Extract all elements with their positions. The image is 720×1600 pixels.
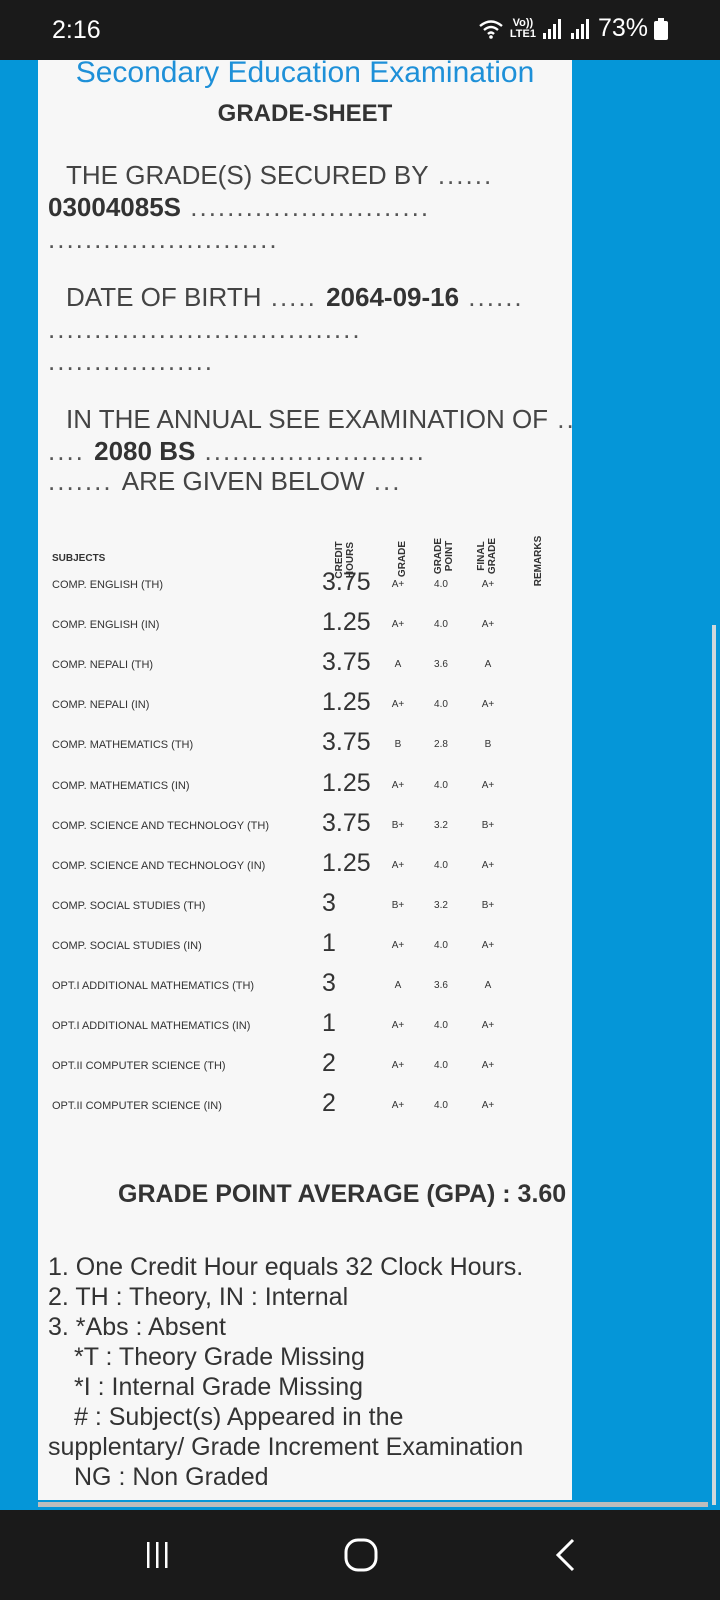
- secured-by-line: THE GRADE(S) SECURED BY ......: [66, 160, 494, 190]
- credit-hours: 3.75: [322, 648, 371, 677]
- table-row: [0, 1049, 600, 1089]
- grade: B+: [391, 819, 405, 831]
- grade: A+: [391, 579, 405, 590]
- subject-name: OPT.II COMPUTER SCIENCE (IN): [52, 1100, 222, 1113]
- exam-label: IN THE ANNUAL SEE EXAMINATION OF: [66, 404, 549, 434]
- note-8: NG : Non Graded: [74, 1463, 269, 1491]
- grade-point: 4.0: [434, 939, 448, 951]
- back-icon: [553, 1537, 577, 1573]
- back-button[interactable]: [540, 1530, 590, 1580]
- subject-name: COMP. NEPALI (IN): [52, 699, 150, 712]
- credit-hours-header-line2: HOURS: [345, 541, 356, 579]
- subject-name: COMP. MATHEMATICS (IN): [52, 779, 190, 792]
- table-row: [0, 728, 600, 768]
- note-4: *T : Theory Grade Missing: [74, 1343, 365, 1371]
- credit-hours: 1.25: [322, 608, 371, 637]
- table-row: [0, 648, 600, 688]
- grade-sheet-title: GRADE-SHEET: [217, 100, 393, 127]
- secured-by-label: THE GRADE(S) SECURED BY: [66, 160, 429, 190]
- remarks-header: REMARKS: [533, 535, 544, 587]
- grade: B+: [391, 899, 405, 911]
- credit-hours: 1: [322, 928, 336, 957]
- credit-hours: 1.25: [322, 768, 371, 797]
- subject-name: COMP. ENGLISH (TH): [52, 579, 164, 591]
- subject-name: COMP. ENGLISH (IN): [52, 619, 160, 632]
- final-grade-header-line2: GRADE: [487, 537, 498, 575]
- grade: A+: [391, 1060, 405, 1072]
- note-6: # : Subject(s) Appeared in the: [74, 1403, 404, 1431]
- table-row: [0, 889, 600, 929]
- dotted-line-2: ..................................: [48, 314, 362, 344]
- table-row: [0, 769, 600, 809]
- subject-name: OPT.II COMPUTER SCIENCE (TH): [52, 1060, 226, 1073]
- table-row: [0, 1089, 600, 1129]
- table-row: [0, 1009, 600, 1049]
- wifi-icon: [478, 18, 504, 40]
- grade-point-header-line2: POINT: [444, 540, 455, 572]
- subject-name: COMP. SCIENCE AND TECHNOLOGY (IN): [52, 859, 266, 872]
- final-grade: A+: [481, 699, 495, 711]
- navigation-bar: [0, 1510, 720, 1600]
- subject-name: COMP. SCIENCE AND TECHNOLOGY (TH): [52, 819, 269, 832]
- volte-top: Vo)): [512, 16, 534, 29]
- dob-label: DATE OF BIRTH: [66, 282, 262, 312]
- credit-hours: 1.25: [322, 848, 371, 877]
- scrollbar[interactable]: [712, 625, 716, 1505]
- grade-point: 3.2: [434, 819, 448, 831]
- notes: [48, 1252, 523, 1492]
- recent-apps-button[interactable]: [132, 1530, 182, 1580]
- volte-indicator: [510, 18, 536, 40]
- note-2: 2. TH : Theory, IN : Internal: [48, 1283, 349, 1311]
- note-7: supplentary/ Grade Increment Examination: [48, 1433, 524, 1461]
- final-grade: A+: [481, 619, 495, 631]
- grade-point: 4.0: [434, 619, 448, 631]
- grade-point: 2.8: [434, 739, 448, 751]
- signal-icon-2: [570, 19, 592, 39]
- final-grade: A+: [481, 1020, 495, 1032]
- home-icon: [343, 1537, 379, 1573]
- final-grade: B+: [481, 819, 495, 831]
- dotted-line-3: ..................: [48, 346, 215, 376]
- signal-icon: [542, 19, 564, 39]
- credit-hours-header-line1: CREDIT: [334, 541, 345, 579]
- grade-point: 4.0: [434, 1020, 448, 1032]
- subject-name: COMP. SOCIAL STUDIES (TH): [52, 899, 206, 912]
- side-panel: [598, 60, 720, 1510]
- credit-hours: 1.25: [322, 688, 371, 717]
- grade: A+: [391, 859, 405, 871]
- table-row: [0, 608, 600, 648]
- note-3: 3. *Abs : Absent: [48, 1313, 226, 1341]
- home-button[interactable]: [336, 1530, 386, 1580]
- grade: A+: [391, 619, 405, 631]
- final-grade: A+: [481, 779, 495, 791]
- final-grade-header-line1: FINAL: [476, 541, 487, 571]
- final-grade: A+: [481, 579, 495, 590]
- note-5: *I : Internal Grade Missing: [74, 1373, 364, 1401]
- note-1: 1. One Credit Hour equals 32 Clock Hours.: [48, 1253, 524, 1281]
- grade: A+: [391, 779, 405, 791]
- grade-point: 4.0: [434, 699, 448, 711]
- status-icons: [478, 14, 668, 43]
- gpa-summary: GRADE POINT AVERAGE (GPA) : 3.60: [118, 1180, 567, 1208]
- grade: A: [394, 980, 402, 991]
- subject-name: OPT.I ADDITIONAL MATHEMATICS (TH): [52, 980, 255, 992]
- grade-point: 4.0: [434, 859, 448, 871]
- battery-icon: [654, 18, 668, 40]
- exam-line: IN THE ANNUAL SEE EXAMINATION OF ..: [66, 404, 576, 434]
- given-below-label: ARE GIVEN BELOW: [121, 466, 365, 496]
- grade-point: 4.0: [434, 1060, 448, 1072]
- final-grade: A+: [481, 859, 495, 871]
- grade-point: 4.0: [434, 779, 448, 791]
- subject-name: COMP. MATHEMATICS (TH): [52, 739, 194, 752]
- grade-point: 4.0: [434, 579, 448, 590]
- grade-header: GRADE: [397, 540, 408, 578]
- grade-point: 3.6: [434, 659, 448, 671]
- grade-point-header-line1: GRADE: [433, 537, 444, 575]
- status-time: 2:16: [52, 16, 101, 44]
- grade-point: 4.0: [434, 1100, 448, 1112]
- final-grade: B: [484, 739, 492, 751]
- grade: A: [394, 659, 402, 671]
- dotted-line-1: .........................: [48, 224, 279, 254]
- grade: A+: [391, 1020, 405, 1032]
- credit-hours: 2: [322, 1049, 336, 1078]
- grade: A+: [391, 699, 405, 711]
- table-row: [0, 969, 600, 1009]
- final-grade: A+: [481, 1060, 495, 1072]
- exam-year: 2080 BS: [94, 436, 196, 466]
- grade-point: 3.6: [434, 980, 448, 991]
- horizontal-scrollbar[interactable]: [38, 1502, 708, 1507]
- subject-name: COMP. SOCIAL STUDIES (IN): [52, 939, 202, 952]
- table-row: [0, 849, 600, 889]
- final-grade: A: [484, 980, 492, 991]
- symbol-number: 03004085S: [48, 192, 182, 222]
- exam-year-line: .... 2080 BS ........................: [48, 436, 426, 466]
- table-row: [0, 929, 600, 969]
- credit-hours: 3: [322, 888, 336, 917]
- final-grade: A+: [481, 1100, 495, 1112]
- battery-percentage: 73%: [597, 14, 648, 42]
- subjects-header: SUBJECTS: [52, 553, 106, 564]
- credit-hours: 3.75: [322, 808, 371, 837]
- final-grade: A+: [481, 939, 495, 951]
- given-below-line: ....... ARE GIVEN BELOW ...: [48, 466, 402, 496]
- grade-point: 3.2: [434, 899, 448, 911]
- table-row: [0, 809, 600, 849]
- final-grade: B+: [481, 899, 495, 911]
- final-grade: A: [484, 659, 492, 671]
- subject-name: COMP. NEPALI (TH): [52, 659, 154, 672]
- status-bar: [0, 0, 720, 60]
- credit-hours: 1: [322, 1009, 336, 1038]
- dob-line: DATE OF BIRTH ..... 2064-09-16 ......: [66, 282, 524, 312]
- grade: A+: [391, 1100, 405, 1112]
- credit-hours: 3.75: [322, 728, 371, 757]
- credit-hours: 3: [322, 969, 336, 997]
- credit-hours: 3.75: [322, 568, 371, 596]
- table-row: [0, 688, 600, 728]
- exam-title: Secondary Education Examination: [75, 56, 535, 89]
- subject-name: OPT.I ADDITIONAL MATHEMATICS (IN): [52, 1020, 251, 1033]
- symbol-number-line: 03004085S ..........................: [48, 192, 431, 222]
- grade: A+: [391, 939, 405, 951]
- dob-value: 2064-09-16: [326, 282, 460, 312]
- volte-bottom: LTE1: [509, 27, 536, 40]
- credit-hours: 2: [322, 1089, 336, 1118]
- recent-apps-icon: [145, 1540, 169, 1570]
- table-row: [0, 568, 600, 608]
- grade: B: [394, 739, 402, 751]
